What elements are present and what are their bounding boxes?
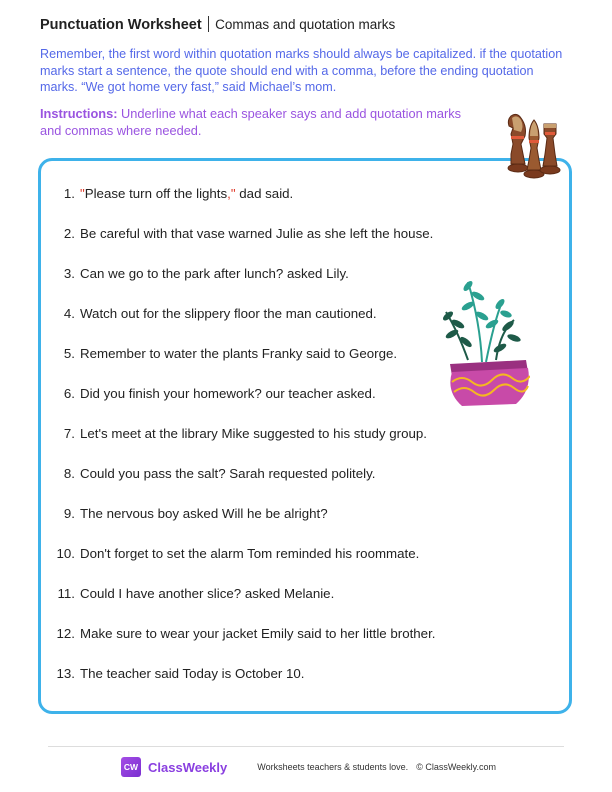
list-item xyxy=(50,586,334,601)
item-text: Let's meet at the library Mike suggested to his study group. xyxy=(80,426,427,441)
list-item xyxy=(50,226,433,241)
item-text: Be careful with that vase warned Julie as she left the house. xyxy=(80,226,434,241)
item-number: 11. xyxy=(57,586,75,601)
list-item xyxy=(50,386,376,401)
item-text: Could you pass the salt? Sarah requested politely. xyxy=(80,466,376,481)
rule-note: Remember, the first word within quotation marks should always be capitalized. if the quotation marks start a sentence, the quote should end with a comma, before the ending quotation marks. “We got home very fast,” said Michael’s mom. xyxy=(40,47,563,94)
item-text: The teacher said Today is October 10. xyxy=(80,666,305,681)
footer-divider xyxy=(48,746,564,747)
item-number: 4. xyxy=(63,306,75,321)
instructions-label: Instructions: xyxy=(40,106,118,121)
open-quote-mark: " xyxy=(80,186,85,201)
list-item xyxy=(50,186,293,201)
brand-name: ClassWeekly xyxy=(148,759,228,775)
list-item xyxy=(50,426,427,441)
potted-plant-icon xyxy=(438,272,530,412)
list-item xyxy=(50,466,375,481)
item-number: 2. xyxy=(63,226,75,241)
comma-quote-mark: ," xyxy=(227,186,236,201)
list-item xyxy=(50,626,435,641)
chess-pieces-icon xyxy=(505,108,561,180)
item-text: Remember to water the plants Franky said to George. xyxy=(80,346,398,361)
attribution-text: dad said. xyxy=(235,186,294,201)
item-number: 8. xyxy=(63,466,75,481)
list-item xyxy=(50,266,349,281)
item-text: Don't forget to set the alarm Tom reminded his roommate. xyxy=(80,546,420,561)
item-number: 6. xyxy=(63,386,75,401)
list-item xyxy=(50,346,397,361)
item-number: 9. xyxy=(63,506,75,521)
item-number: 1. xyxy=(63,186,75,201)
title-divider xyxy=(208,16,210,32)
quote-text: Please turn off the lights xyxy=(84,186,228,201)
item-number: 5. xyxy=(63,346,75,361)
item-text: Can we go to the park after lunch? asked Lily. xyxy=(80,266,349,281)
worksheet-header xyxy=(40,16,395,33)
item-text: The nervous boy asked Will he be alright? xyxy=(80,506,328,521)
list-item xyxy=(50,546,419,561)
instructions-text: Underline what each speaker says and add quotation marks and commas where needed. xyxy=(40,106,462,138)
item-text: Could I have another slice? asked Melanie. xyxy=(80,586,335,601)
worksheet-subtitle: Commas and quotation marks xyxy=(215,17,396,32)
item-text: Make sure to wear your jacket Emily said to her little brother. xyxy=(80,626,436,641)
item-number: 12. xyxy=(56,626,75,641)
footer-copyright: © ClassWeekly.com xyxy=(416,762,497,772)
item-number: 7. xyxy=(63,426,75,441)
worksheet-title: Punctuation Worksheet xyxy=(40,17,202,33)
footer-tagline: Worksheets teachers & students love. xyxy=(257,762,409,772)
item-number: 13. xyxy=(56,666,75,681)
footer xyxy=(121,757,496,777)
item-text: Did you finish your homework? our teacher asked. xyxy=(80,386,376,401)
classweekly-logo-icon: CW xyxy=(121,757,141,777)
item-number: 10. xyxy=(56,546,75,561)
item-number: 3. xyxy=(63,266,75,281)
list-item xyxy=(50,506,328,521)
list-item xyxy=(50,306,377,321)
instructions xyxy=(40,105,470,139)
item-text: Watch out for the slippery floor the man cautioned. xyxy=(80,306,377,321)
list-item xyxy=(50,666,304,681)
